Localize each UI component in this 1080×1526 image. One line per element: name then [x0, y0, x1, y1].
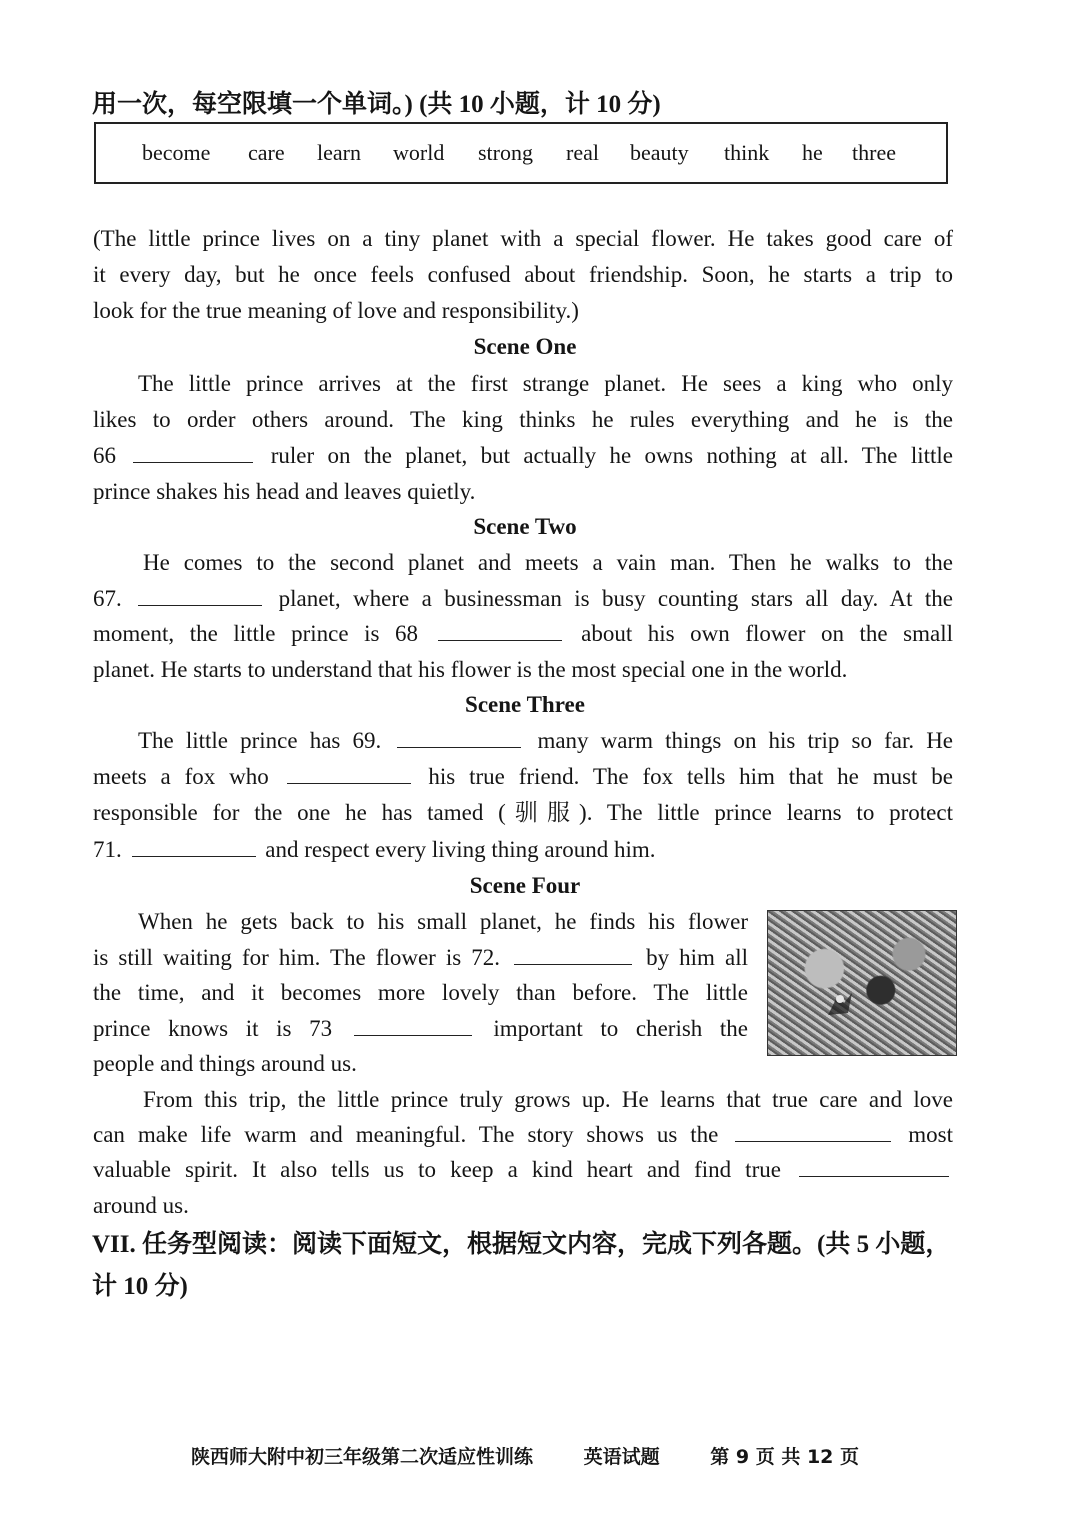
scene3-line: [93, 759, 953, 795]
blank-72[interactable]: [514, 942, 632, 965]
footer-subject: 英语试题: [583, 1446, 660, 1468]
scene2-text: planet, where a businessman is busy counting stars all day. At the: [278, 586, 953, 611]
word-bank-item: strong: [478, 140, 533, 165]
word-bank-item: think: [724, 140, 770, 165]
scene4-text: prince knows it is 73: [93, 1016, 333, 1041]
scene3-text: his true friend. The fox tells him that he must be: [428, 764, 953, 789]
scene1-text: ruler on the planet, but actually he owns nothing at all. The little: [270, 443, 954, 468]
conclusion-line: From this trip, the little prince truly grows up. He learns that true care and love: [143, 1087, 953, 1112]
blank-75[interactable]: [799, 1154, 949, 1177]
scene2-line: [93, 581, 953, 617]
scene4-text: important to cherish the: [493, 1016, 749, 1041]
conclusion-line: [93, 1117, 953, 1153]
word-bank-item: world: [393, 140, 445, 165]
blank-71[interactable]: [132, 834, 256, 857]
scene1-line: prince shakes his head and leaves quietly.: [93, 479, 476, 504]
page-footer: [0, 1442, 1050, 1469]
scene2-line: [93, 616, 953, 652]
scene1-line: The little prince arrives at the first strange planet. He sees a king who only: [138, 371, 953, 396]
intro-line: look for the true meaning of love and responsibility.): [93, 298, 579, 323]
blank-66[interactable]: [133, 440, 253, 463]
scene3-text: The little prince has 69.: [138, 728, 382, 753]
word-bank-item: care: [248, 140, 285, 165]
section-7-title: VII. 任务型阅读：阅读下面短文，根据短文内容，完成下列各题。(共 5 小题，: [92, 1231, 951, 1258]
blank-67[interactable]: [138, 583, 262, 606]
scene3-line: [93, 832, 953, 868]
blank-69[interactable]: [397, 725, 521, 748]
word-bank-item: real: [566, 140, 599, 165]
word-bank-item: become: [142, 140, 211, 165]
scene4-text: is still waiting for him. The flower is 72.: [93, 945, 501, 970]
scene3-text: and respect every living thing around him.: [265, 837, 656, 862]
scene4-line: When he gets back to his small planet, he finds his flower: [138, 909, 748, 934]
section-7-title-cont: 计 10 分): [92, 1273, 188, 1300]
blank-73[interactable]: [354, 1013, 472, 1036]
blank-70[interactable]: [287, 761, 411, 784]
little-prince-illustration: [767, 910, 957, 1056]
blank-68[interactable]: [438, 618, 562, 641]
conclusion-text: can make life warm and meaningful. The story shows us the: [93, 1122, 719, 1147]
word-bank-item: three: [852, 140, 896, 165]
conclusion-line: around us.: [93, 1193, 189, 1218]
scene2-text: about his own flower on the small: [581, 621, 953, 646]
scene2-line: He comes to the second planet and meets a vain man. Then he walks to the: [143, 550, 953, 575]
scene-heading: Scene Two: [473, 514, 577, 539]
footer-school: 陕西师大附中初三年级第二次适应性训练: [190, 1446, 533, 1468]
word-bank-item: he: [802, 140, 823, 165]
scene3-text: meets a fox who: [93, 764, 269, 789]
scene-heading: Scene One: [473, 334, 577, 359]
scene2-text: moment, the little prince is 68: [93, 621, 418, 646]
question-number: 71.: [93, 837, 122, 862]
conclusion-text: most: [908, 1122, 953, 1147]
question-number: 66: [93, 443, 116, 468]
scene4-line: [93, 1011, 748, 1047]
conclusion-text: valuable spirit. It also tells us to keep a kind heart and find true: [93, 1157, 781, 1182]
conclusion-line: [93, 1152, 953, 1188]
scene4-line: the time, and it becomes more lovely than before. The little: [93, 980, 748, 1005]
scene3-text: many warm things on his trip so far. He: [537, 728, 954, 753]
scene4-line: [93, 940, 748, 976]
word-bank-item: learn: [317, 140, 361, 165]
prince-figure-icon: [820, 985, 860, 1025]
scene2-line: planet. He starts to understand that his flower is the most special one in the world.: [93, 657, 848, 682]
scene1-line: likes to order others around. The king thinks he rules everything and he is the: [93, 407, 953, 432]
scene-heading: Scene Four: [469, 873, 581, 898]
question-number: 67.: [93, 586, 122, 611]
scene3-line: responsible for the one he has tamed (驯服). The little prince learns to protect: [93, 800, 953, 825]
scene3-line: [138, 723, 953, 759]
intro-line: (The little prince lives on a tiny planet with a special flower. He takes good care of: [93, 226, 953, 251]
intro-line: it every day, but he once feels confused about friendship. Soon, he starts a trip to: [93, 262, 953, 287]
scene-heading: Scene Three: [465, 692, 585, 717]
word-bank: [94, 122, 948, 184]
scene4-text: by him all: [646, 945, 748, 970]
scene1-line: [93, 438, 953, 474]
word-bank-item: beauty: [630, 140, 689, 165]
blank-74[interactable]: [735, 1119, 891, 1142]
scene4-line: people and things around us.: [93, 1051, 357, 1076]
instruction-header: 用一次，每空限填一个单词。) (共 10 小题，计 10 分): [92, 91, 661, 118]
footer-page: 第 9 页 共 12 页: [710, 1446, 860, 1468]
